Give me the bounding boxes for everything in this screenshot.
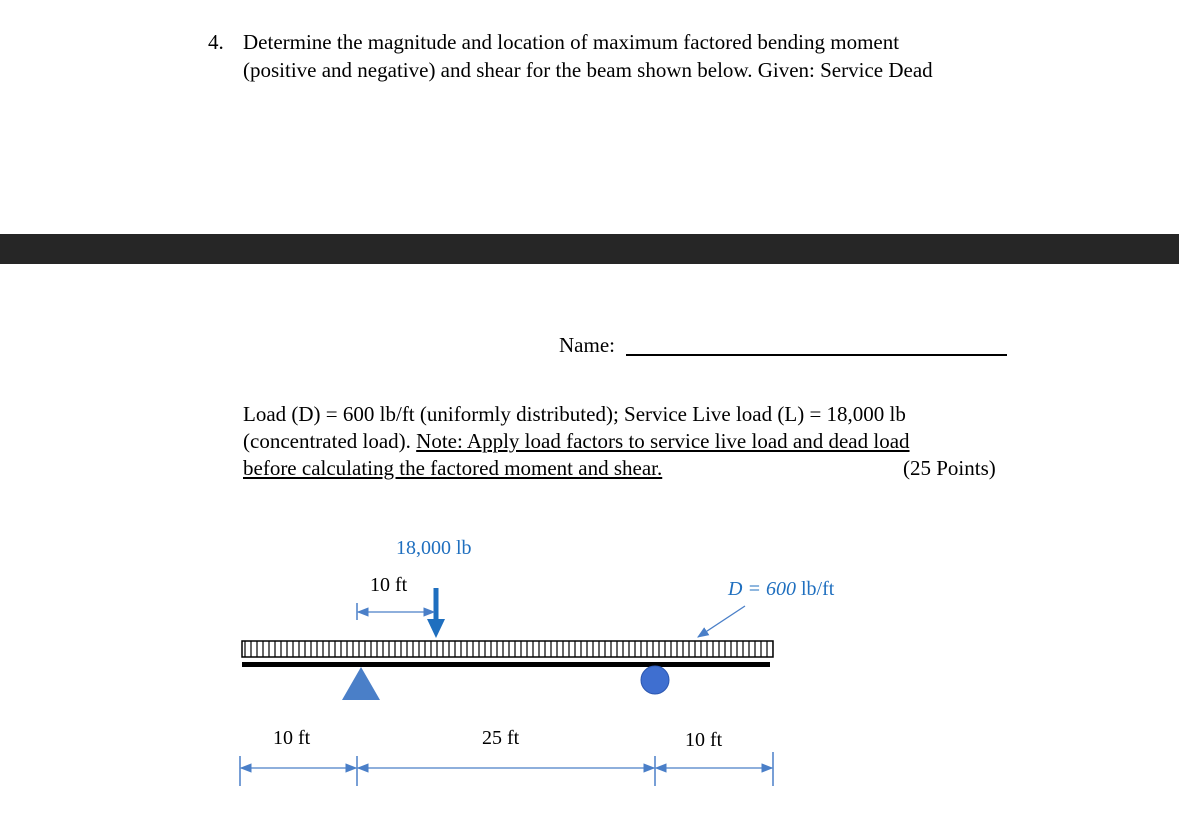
distributed-load-label [727,578,835,600]
beam [242,662,770,667]
question-line-2: (positive and negative) and shear for the beam shown below. Given: Service Dead [243,58,933,82]
name-label: Name: [559,333,615,357]
distributed-label-value: 600 [765,578,796,600]
distributed-load-hatch [242,641,773,657]
point-load-offset-label: 10 ft [370,574,408,596]
span-label-left: 10 ft [273,727,311,749]
distributed-label-prefix: D = [728,578,766,600]
load-note-part-2: before calculating the factored moment and shear. [243,456,663,480]
pin-support [342,667,380,700]
load-note-part-1: Note: Apply load factors to service live load and dead load [416,429,910,453]
distributed-label-unit: lb/ft [795,578,835,600]
span-label-middle: 25 ft [482,727,520,749]
distributed-load-leader [698,606,745,637]
load-line-1: Load (D) = 600 lb/ft (uniformly distributed); Service Live load (L) = 18,000 lb [243,402,906,426]
points-label: (25 Points) [903,456,996,480]
point-load-offset-dimension [357,603,434,620]
roller-support [641,666,669,694]
question-number: 4. [208,30,224,54]
point-load-arrow [427,588,445,638]
span-dimensions [240,752,773,786]
point-load-label: 18,000 lb [396,537,472,559]
span-label-right: 10 ft [685,729,723,751]
question-line-1: Determine the magnitude and location of maximum factored bending moment [243,30,900,54]
load-line-2-plain: (concentrated load). [243,429,417,453]
